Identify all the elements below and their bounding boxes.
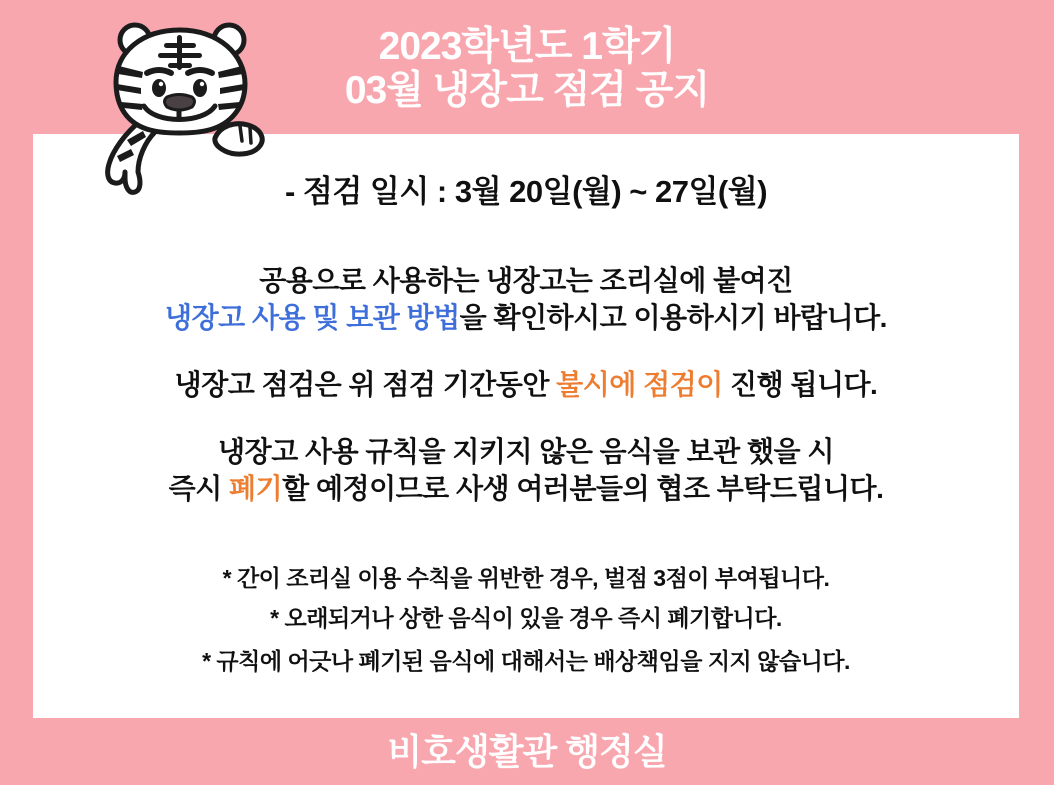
tiger-mascot-icon — [75, 22, 280, 197]
title-line-1: 2023학년도 1학기 — [378, 25, 676, 68]
usage-guide-line2 — [33, 299, 1019, 336]
para2-suffix: 진행 됩니다. — [722, 369, 878, 400]
disposal-line2 — [33, 470, 1019, 507]
usage-guide-line1: 공용으로 사용하는 냉장고는 조리실에 붙여진 — [259, 265, 793, 296]
highlight-surprise-inspection: 불시에 점검이 — [556, 369, 723, 400]
footer-office-label: 비호생활관 행정실 — [387, 731, 667, 772]
para2-prefix: 냉장고 점검은 위 점검 기간동안 — [174, 369, 557, 400]
disposal-paragraph — [33, 433, 1019, 507]
usage-guide-paragraph — [33, 262, 1019, 336]
highlight-disposal: 폐기 — [229, 473, 283, 504]
highlight-fridge-guide: 냉장고 사용 및 보관 방법 — [165, 302, 460, 333]
para3-prefix: 즉시 — [168, 473, 230, 504]
note-penalty: * 간이 조리실 이용 수칙을 위반한 경우, 벌점 3점이 부여됩니다. — [222, 565, 830, 591]
usage-guide-line2-rest: 을 확인하시고 이용하시기 바랍니다. — [459, 302, 887, 333]
note-no-liability: * 규칙에 어긋나 폐기된 음식에 대해서는 배상책임을 지지 않습니다. — [202, 648, 850, 674]
title-line-2: 03월 냉장고 점검 공지 — [344, 69, 710, 112]
note-spoiled-food: * 오래되거나 상한 음식이 있을 경우 즉시 폐기합니다. — [270, 605, 782, 631]
surprise-inspection-paragraph — [33, 369, 1019, 401]
disposal-line1: 냉장고 사용 규칙을 지키지 않은 음식을 보관 했을 시 — [218, 436, 834, 467]
inspection-schedule-line: - 점검 일시 : 3월 20일(월) ~ 27일(월) — [284, 174, 768, 209]
para3-suffix: 할 예정이므로 사생 여러분들의 협조 부탁드립니다. — [282, 473, 884, 504]
